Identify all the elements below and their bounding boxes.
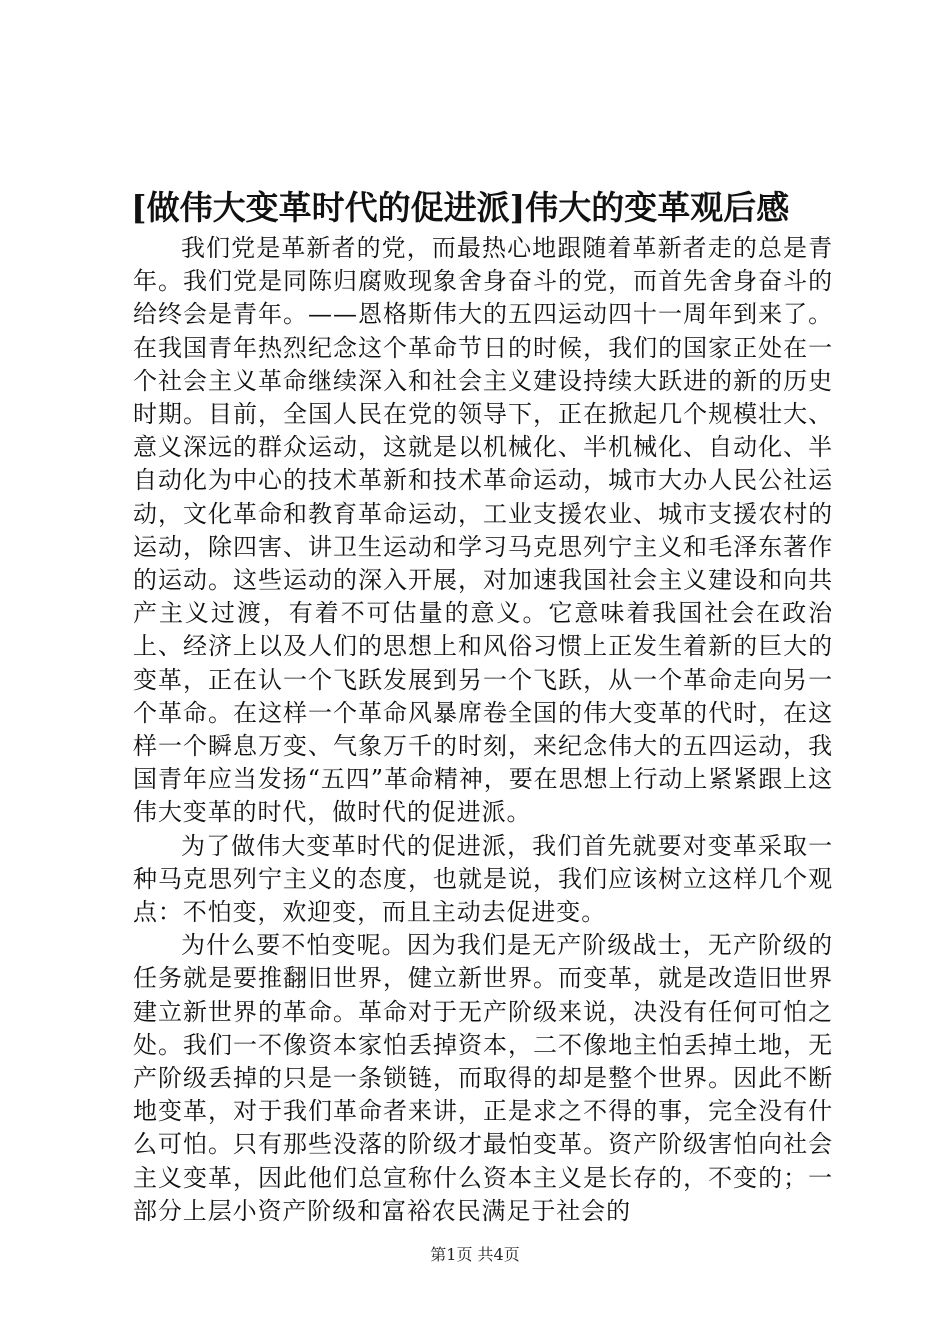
document-title: [做伟大变革时代的促进派]伟大的变革观后感 [131,188,790,227]
paragraph-1: 我们党是革新者的党，而最热心地跟随着革新者走的总是青年。我们党是同陈归腐败现象舍身奋斗的党，而首先舍身奋斗的给终会是青年。——恩格斯伟大的五四运动四十一周年到来了。在我国青年热烈纪念这个革命节日的时候，我们的国家正处在一个社会主义革命继续深入和社会主义建设持续大跃进的新的历史时期。目前，全国人民在党的领导下，正在掀起几个规模壮大、意义深远的群众运动，这就是以机械化、半机械化、自动化、半自动化为中心的技术革新和技术革命运动，城市大办人民公社运动，文化革命和教育革命运动，工业支援农业、城市支援农村的运动，除四害、讲卫生运动和学习马克思列宁主义和毛泽东著作的运动。这些运动的深入开展，对加速我国社会主义建设和向共产主义过渡，有着不可估量的意义。它意味着我国社会在政治上、经济上以及人们的思想上和风俗习惯上正发生着新的巨大的变革，正在认一个飞跃发展到另一个飞跃，从一个革命走向另一个革命。在这样一个革命风暴席卷全国的伟大变革的代时，在这样一个瞬息万变、气象万千的时刻，来纪念伟大的五四运动，我国青年应当发扬“五四”革命精神，要在思想上行动上紧紧跟上这伟大变革的时代，做时代的促进派。 [133,234,833,827]
page-number-footer: 第1页 共4页 [430,1245,520,1264]
document-body [133,232,833,1228]
paragraph-2: 为了做伟大变革时代的促进派，我们首先就要对变革采取一种马克思列宁主义的态度，也就是说，我们应该树立这样几个观点：不怕变，欢迎变，而且主动去促进变。 [133,831,833,927]
paragraph-3: 为什么要不怕变呢。因为我们是无产阶级战士，无产阶级的任务就是要推翻旧世界，健立新世界。而变革，就是改造旧世界建立新世界的革命。革命对于无产阶级来说，决没有任何可怕之处。我们一不像资本家怕丢掉资本，二不像地主怕丢掉土地，无产阶级丢掉的只是一条锁链，而取得的却是整个世界。因此不断地变革，对于我们革命者来讲，正是求之不得的事，完全没有什么可怕。只有那些没落的阶级才最怕变革。资产阶级害怕向社会主义变革，因此他们总宣称什么资本主义是长存的，不变的；一部分上层小资产阶级和富裕农民满足于社会的 [133,931,833,1225]
